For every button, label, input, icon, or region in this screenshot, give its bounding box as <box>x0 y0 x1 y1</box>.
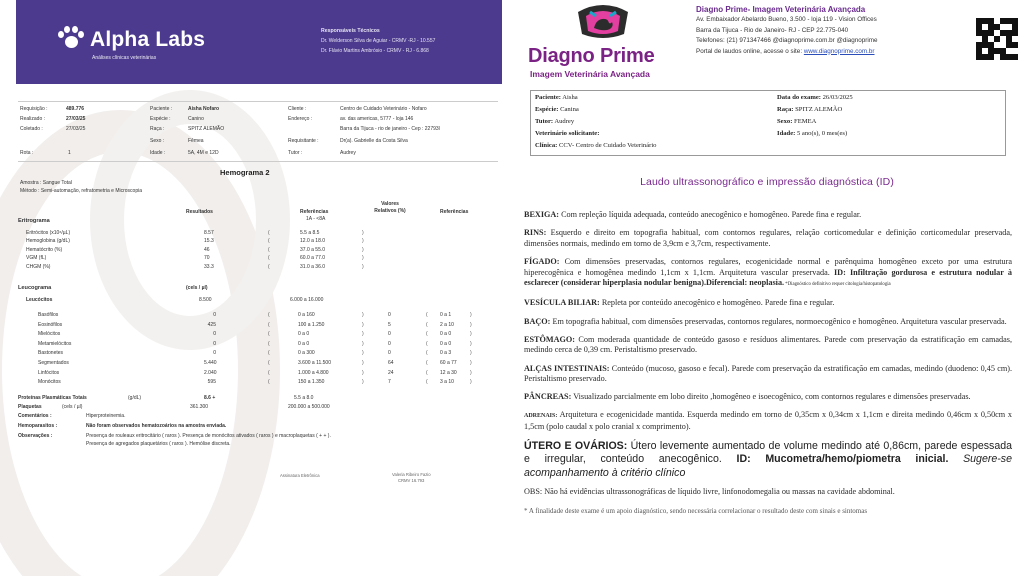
metodo: Método : Semi-automação, refratometria e Microscopia <box>20 188 142 194</box>
responsavel-line: Dr. Flávio Martins Ambrósio - CRMV - RJ - 6.868 <box>321 48 429 54</box>
row-value: 595 <box>207 379 216 386</box>
paren-open: ( <box>268 369 270 376</box>
row-rel-ref: 0 a 3 <box>440 350 452 357</box>
row-rel: 64 <box>388 360 394 366</box>
row-name: Eritrócitos (x10⁶/µL) <box>26 230 71 236</box>
tutor-value: Audrey <box>340 150 356 156</box>
paciente-value: Aisha <box>562 94 578 101</box>
responsaveis-tecnicos <box>321 26 435 56</box>
coletado-value: 27/03/25 <box>66 126 86 132</box>
finding-adrenais <box>524 410 1012 432</box>
row-ref: 0 a 0 <box>298 331 310 338</box>
paren-close: ) <box>362 350 364 357</box>
row-value: 5.440 <box>204 360 217 366</box>
brand-name: Alpha Labs <box>90 28 206 51</box>
row-rel: 7 <box>388 379 391 386</box>
brand-subtitle: Imagem Veterinária Avançada <box>530 69 650 79</box>
plaquetas-value: 361.300 <box>190 404 209 410</box>
finding-note: *Diagnóstico definitivo requer citologia/histopatologia <box>784 282 891 288</box>
finding-text: Conteúdo (mucoso, gasoso e fecal). Parede com preservação da estratificação em camadas, medindo (duodeno: 0,45 cm). Peristaltismo preservado. <box>524 363 1012 384</box>
sexo-value: Fêmea <box>188 138 204 144</box>
paren-open: ( <box>268 360 270 366</box>
finding-alcas <box>524 364 1012 385</box>
row-rel-ref: 12 a 30 <box>440 369 457 376</box>
finding-text: Esquerdo e direito em topografia habitual, com contornos regulares, relação corticomedular e definição corticomedular preservada, dimensões normais, medindo em torno de 3,9cm e 3,7cm, respectivamente. <box>524 228 1012 248</box>
especie-label: Espécie: <box>535 106 559 113</box>
observacoes-line1: Presença de rouleaux eritrocitário ( raros ). Presença de monócitos ativados ( raros ) e macroplaquetas ( + + ). <box>86 433 331 439</box>
paren-close: ) <box>362 340 364 347</box>
diagno-prime-report <box>510 0 1024 576</box>
row-rel: 0 <box>388 350 391 357</box>
finding-utero <box>524 440 1012 480</box>
paren-close: ) <box>362 379 364 386</box>
finding-label: BEXIGA: <box>524 210 560 219</box>
paren-close: ) <box>470 312 472 318</box>
contact-address: Av. Embaixador Abelardo Bueno, 3.500 - loja 119 - Vision Offices <box>696 16 877 23</box>
row-ref: 0 a 0 <box>298 340 310 347</box>
row-rel: 0 <box>388 312 391 318</box>
row-ref: 100 a 1.250 <box>298 321 325 328</box>
comentarios-label: Comentários : <box>18 413 52 419</box>
especie-field <box>535 106 579 113</box>
finding-text: Em topografia habitual, com dimensões preservadas, contornos regulares, normoecogênico e homogêneo. Arquitetura vascular preservada. <box>550 316 1007 326</box>
paren-open: ( <box>426 321 428 328</box>
sexo-label: Sexo : <box>150 138 165 144</box>
leucograma-label: Leucograma <box>18 285 52 291</box>
idade-label: Idade : <box>150 150 166 156</box>
row-rel: 5 <box>388 321 391 328</box>
paren-open: ( <box>268 312 270 318</box>
paren-open: ( <box>268 379 270 386</box>
row-name: Monócitos <box>38 379 61 386</box>
vet-label: Veterinário solicitante: <box>535 130 600 137</box>
paren-open: ( <box>426 331 428 338</box>
paren-close: ) <box>470 340 472 347</box>
paren-open: ( <box>268 340 270 347</box>
raca-field <box>777 106 842 113</box>
raca-label: Raça : <box>150 126 165 132</box>
comentarios-value: Hiperproteinemia. <box>86 413 126 419</box>
leucocitos-value: 8.500 <box>199 297 212 303</box>
especie-label: Espécie : <box>150 116 171 122</box>
realizado-value: 27/03/25 <box>66 116 86 122</box>
laudo-body <box>524 210 1012 524</box>
row-ref: 12.0 a 18.0 <box>300 238 326 245</box>
coletado-label: Coletado : <box>20 126 43 132</box>
finding-label: VESÍCULA BILIAR: <box>524 298 600 308</box>
finding-label: RINS: <box>524 228 547 238</box>
row-name: Hematócrito (%) <box>26 246 63 253</box>
row-value: 425 <box>207 321 216 328</box>
row-name: Bastonetes <box>38 350 64 357</box>
divider <box>18 101 498 102</box>
row-value: 0 <box>213 350 216 357</box>
finding-label: FÍGADO: <box>524 256 560 266</box>
proteinas-unit: (g/dL) <box>128 395 142 401</box>
requisicao-label: Requisição : <box>20 106 48 112</box>
finding-label: ÚTERO E OVÁRIOS: <box>524 440 628 453</box>
raca-value: SPITZ ALEMÃO <box>188 126 225 132</box>
requisicao-value: 489.776 <box>66 106 85 112</box>
finding-obs <box>524 487 1012 498</box>
row-name: Metamielócitos <box>38 340 72 347</box>
contact-block <box>696 4 878 57</box>
plaquetas-unit: (cels / µl) <box>62 404 83 410</box>
contact-phones: Telefones: (21) 971347466 @diagnoprime.com.br @diagnoprime <box>696 37 878 44</box>
finding-text: * A finalidade deste exame é um apoio diagnóstico, sendo necessária correlacionar o resultado deste com sinais e sintomas <box>524 506 868 515</box>
row-rel: 0 <box>388 340 391 347</box>
finding-baco <box>524 317 1012 328</box>
finding-id: ID: Infiltração gordurosa e estrutura nodular à esclarecer (considerar hiperplasia nodular benigna).Diferencial: neoplasia. <box>524 267 1012 288</box>
cliente-value: Centro de Cuidado Veterinário - Nofaro <box>340 106 427 112</box>
row-value: 15.3 <box>204 238 214 245</box>
finding-id: ID: Mucometra/hemo/piometra inicial. <box>721 453 949 466</box>
col-valores-relativos: Valores Relativos (%) <box>374 201 406 214</box>
row-name: Hemoglobina (g/dL) <box>26 238 70 245</box>
cliente-label: Cliente : <box>288 106 307 112</box>
row-name: Eosinófilos <box>38 321 63 328</box>
paren-close: ) <box>362 321 364 328</box>
rota-label: Rota : <box>20 150 34 156</box>
row-value: 2.040 <box>204 369 217 376</box>
row-name: VGM (fL) <box>26 255 47 262</box>
plaquetas-name: Plaquetas <box>18 404 42 410</box>
paren-open: ( <box>426 350 428 357</box>
finding-text: Repleta por conteúdo anecogênico e homogêneo. Parede fina e regular. <box>599 298 835 308</box>
paren-close: ) <box>362 263 364 270</box>
amostra: Amostra : Sangue Total <box>20 180 72 186</box>
especie-value: Canina <box>560 106 579 113</box>
finding-text: Visualizado parcialmente em lobo direito ,homogêneo e isoecogênico, com contornos regulares e dimensões preservadas. <box>571 392 971 402</box>
hemoparasitos-value: Não foram observados hematozoários na amostra enviada. <box>86 423 227 429</box>
proteinas-value: 8.6 + <box>204 395 216 401</box>
row-rel-ref: 0 a 0 <box>440 340 452 347</box>
paren-close: ) <box>470 331 472 338</box>
paw-icon <box>56 26 86 52</box>
endereco-value: av. das americas, 5777 - loja 146 <box>340 116 414 122</box>
row-value: 0 <box>213 340 216 347</box>
row-value: 33.3 <box>204 263 214 270</box>
paren-close: ) <box>362 312 364 318</box>
leucocitos-ref: 6.000 a 16.000 <box>290 297 324 303</box>
finding-text: Útero levemente aumentado de volume medindo até 0,86cm, parede espessada e irregular, conteúdo anecogênico. <box>524 440 1012 466</box>
finding-figado <box>524 257 1012 291</box>
data-field <box>777 94 853 101</box>
finding-label: PÂNCREAS: <box>524 392 572 402</box>
paren-close: ) <box>362 331 364 338</box>
observacoes-label: Observações : <box>18 433 53 439</box>
especie-value: Canino <box>188 116 204 122</box>
signer-name: Valeria Ribeiro Fazio <box>392 472 431 477</box>
row-value: 0 <box>213 312 216 318</box>
paren-open: ( <box>268 230 270 236</box>
proteinas-ref: 5.5 a 8.0 <box>294 395 314 401</box>
finding-pancreas <box>524 392 1012 403</box>
row-ref: 37.0 a 55.0 <box>300 246 326 253</box>
responsaveis-title: Responsáveis Técnicos <box>321 28 380 34</box>
row-ref: 1.000 a 4.800 <box>298 369 329 376</box>
divider <box>18 161 498 162</box>
signer-crmv: CRMV 16.793 <box>398 478 425 483</box>
finding-label: ADRENAIS: <box>524 413 558 420</box>
paren-open: ( <box>426 312 428 318</box>
finding-final <box>524 506 1012 517</box>
finding-label: BAÇO: <box>524 316 551 326</box>
contact-title: Diagno Prime- Imagem Veterinária Avançada <box>696 5 866 14</box>
requisitante-label: Requisitante : <box>288 138 319 144</box>
endereco-label: Endereço : <box>288 116 313 122</box>
row-name: Mielócitos <box>38 331 61 338</box>
contact-portal <box>696 47 878 58</box>
paren-close: ) <box>470 360 472 366</box>
clinica-value: CCV- Centro de Cuidado Veterinário <box>559 142 657 149</box>
paren-close: ) <box>470 369 472 376</box>
paren-open: ( <box>268 331 270 338</box>
tutor-field <box>535 118 574 125</box>
site-link[interactable]: www.diagnoprime.com.br <box>803 47 875 55</box>
tutor-label: Tutor : <box>288 150 303 156</box>
observacoes-line2: Presença de agregados plaquetários ( raros ). Hemólise discreta. <box>86 441 231 447</box>
realizado-label: Realizado : <box>20 116 46 122</box>
paren-close: ) <box>470 379 472 386</box>
finding-text: Arquitetura e ecogenicidade mantida. Esquerda medindo em torno de 0,35cm x 0,34cm x 1,1cm e direita medindo 0,46cm x 0,50cm x 1,5cm (polo caudal x polo cranial x comprimento). <box>524 410 1012 432</box>
ultrasound-monitor-icon <box>574 4 632 44</box>
clinica-label: Clínica: <box>535 142 558 149</box>
data-label: Data do exame: <box>777 94 821 101</box>
requisitante-value: Dr(a). Gabrielle da Costa Silva <box>340 138 408 144</box>
qr-code <box>976 18 1018 60</box>
paren-close: ) <box>362 360 364 366</box>
col-ref-sub: 1A - <8A <box>306 216 326 222</box>
eritrograma-label: Eritrograma <box>18 218 50 224</box>
idade-label: Idade: <box>777 130 796 137</box>
paren-close: ) <box>470 321 472 328</box>
paciente-field <box>535 94 578 101</box>
finding-bexiga <box>524 210 1012 221</box>
row-name: CHGM (%) <box>26 263 51 270</box>
responsavel-line: Dr. Welderson Silva de Aguiar - CRMV -RJ - 10.557 <box>321 38 436 44</box>
paren-open: ( <box>426 340 428 347</box>
sexo-field <box>777 118 816 125</box>
row-ref: 150 a 1.350 <box>298 379 325 386</box>
idade-value: 5A, 4M e 12D <box>188 150 219 156</box>
row-name: Linfócitos <box>38 369 60 376</box>
data-value: 26/03/2025 <box>822 94 853 101</box>
finding-text: Com dimensões preservadas, contornos regulares, ecogenicidade normal e parênquima homogêneo exceto por uma estrutura hiperecogênica e homogênea medindo 1,1cm x 1,1cm. Arquitetura vascular preservada. <box>524 256 1012 277</box>
vet-field <box>535 130 599 137</box>
row-name: Basófilos <box>38 312 59 318</box>
paren-close: ) <box>362 230 364 236</box>
col-referencias-rel: Referências <box>440 209 469 215</box>
paren-close: ) <box>362 246 364 253</box>
row-rel: 0 <box>388 331 391 338</box>
row-rel: 24 <box>388 369 394 376</box>
row-rel-ref: 60 a 77 <box>440 360 457 366</box>
finding-suggestion: Sugere-se acompanhamento à critério clínico <box>524 453 1012 479</box>
rota-value: 1 <box>68 150 71 156</box>
paren-close: ) <box>362 238 364 245</box>
paren-open: ( <box>268 350 270 357</box>
paren-open: ( <box>268 321 270 328</box>
row-value: 0 <box>213 331 216 338</box>
tutor-value: Audrey <box>554 118 575 125</box>
paciente-label: Paciente: <box>535 94 561 101</box>
diagno-prime-logo <box>520 4 690 82</box>
raca-value: SPITZ ALEMÃO <box>795 106 843 113</box>
row-value: 70 <box>204 255 210 262</box>
paren-close: ) <box>362 255 364 262</box>
paciente-label: Paciente : <box>150 106 173 112</box>
finding-vesicula <box>524 298 1012 309</box>
col-resultados: Resultados <box>186 209 213 215</box>
tutor-label: Tutor: <box>535 118 554 125</box>
brand-tagline: Análises clínicas veterinárias <box>92 55 157 61</box>
col-referencias: Referências <box>300 209 329 215</box>
paren-open: ( <box>426 369 428 376</box>
alpha-labs-report <box>0 0 502 576</box>
laudo-title: Laudo ultrassonográfico e impressão diagnóstica (ID) <box>640 176 894 188</box>
clinica-field <box>535 142 656 149</box>
assinatura-label: Assinatura Eletrônica <box>280 473 320 478</box>
row-value: 46 <box>204 246 210 253</box>
row-ref: 31.0 a 36.0 <box>300 263 326 270</box>
finding-text: Com repleção líquida adequada, conteúdo anecogênico e homogêneo. Parede fina e regular. <box>559 210 862 219</box>
contact-city: Barra da Tijuca - Rio de Janeiro- RJ - CEP 22.775-040 <box>696 26 849 34</box>
row-ref: 3.600 a 11.500 <box>298 360 331 366</box>
finding-text: Com moderada quantidade de conteúdo gasoso e resíduos alimentares. Parede com preservação da estratificação em camadas, medindo cerca de 0,39 cm. Peristaltismo preservado. <box>524 334 1012 355</box>
diagno-prime-wordmark <box>528 45 655 68</box>
row-rel-ref: 3 a 10 <box>440 379 454 386</box>
leucograma-unit: (cels / µl) <box>186 285 208 291</box>
paren-close: ) <box>362 369 364 376</box>
brand-name-1: Diagno <box>528 45 595 67</box>
row-ref: 0 a 300 <box>298 350 315 357</box>
alpha-labs-header <box>16 0 502 84</box>
idade-value: 5 ano(s), 0 mes(es) <box>796 130 848 137</box>
row-ref: 0 a 160 <box>298 312 315 318</box>
finding-label: ALÇAS INTESTINAIS: <box>524 363 610 373</box>
row-value: 8.57 <box>204 230 214 236</box>
proteinas-name: Proteínas Plasmáticas Totais <box>18 395 87 401</box>
paren-open: ( <box>268 246 270 253</box>
row-ref: 5.5 a 8.5 <box>300 230 320 236</box>
paciente-value: Aisha Nofaro <box>188 106 220 112</box>
finding-estomago <box>524 335 1012 356</box>
finding-rins <box>524 228 1012 249</box>
paren-open: ( <box>426 379 428 386</box>
row-rel-ref: 2 a 10 <box>440 321 454 328</box>
row-name: Segmentados <box>38 360 69 366</box>
raca-label: Raça: <box>777 106 794 113</box>
plaquetas-ref: 200.000 a 500.000 <box>288 404 330 410</box>
brand-name-2: Prime <box>599 45 655 67</box>
endereco-line2: Barra da Tijuca - rio de janeiro - Cep : 22793l <box>340 126 440 132</box>
paren-open: ( <box>268 238 270 245</box>
paren-close: ) <box>470 350 472 357</box>
exam-title: Hemograma 2 <box>220 168 270 177</box>
hemoparasitos-label: Hemoparasitos : <box>18 423 58 429</box>
idade-field <box>777 130 847 137</box>
finding-text: OBS: Não há evidências ultrassonográficas de líquido livre, linfonodomegalia ou massas na cavidade abdominal. <box>524 487 895 497</box>
paren-open: ( <box>268 255 270 262</box>
portal-text: Portal de laudos online, acesse o site: <box>696 47 804 55</box>
finding-label: ESTÔMAGO: <box>524 334 575 344</box>
row-rel-ref: 0 a 1 <box>440 312 452 318</box>
leucocitos-name: Leucócitos <box>26 297 53 303</box>
row-ref: 60.0 a 77.0 <box>300 255 326 262</box>
patient-box <box>530 90 1006 156</box>
sexo-value: FEMEA <box>794 118 817 125</box>
row-rel-ref: 0 a 0 <box>440 331 452 338</box>
paren-open: ( <box>426 360 428 366</box>
paren-open: ( <box>268 263 270 270</box>
sexo-label: Sexo: <box>777 118 793 125</box>
